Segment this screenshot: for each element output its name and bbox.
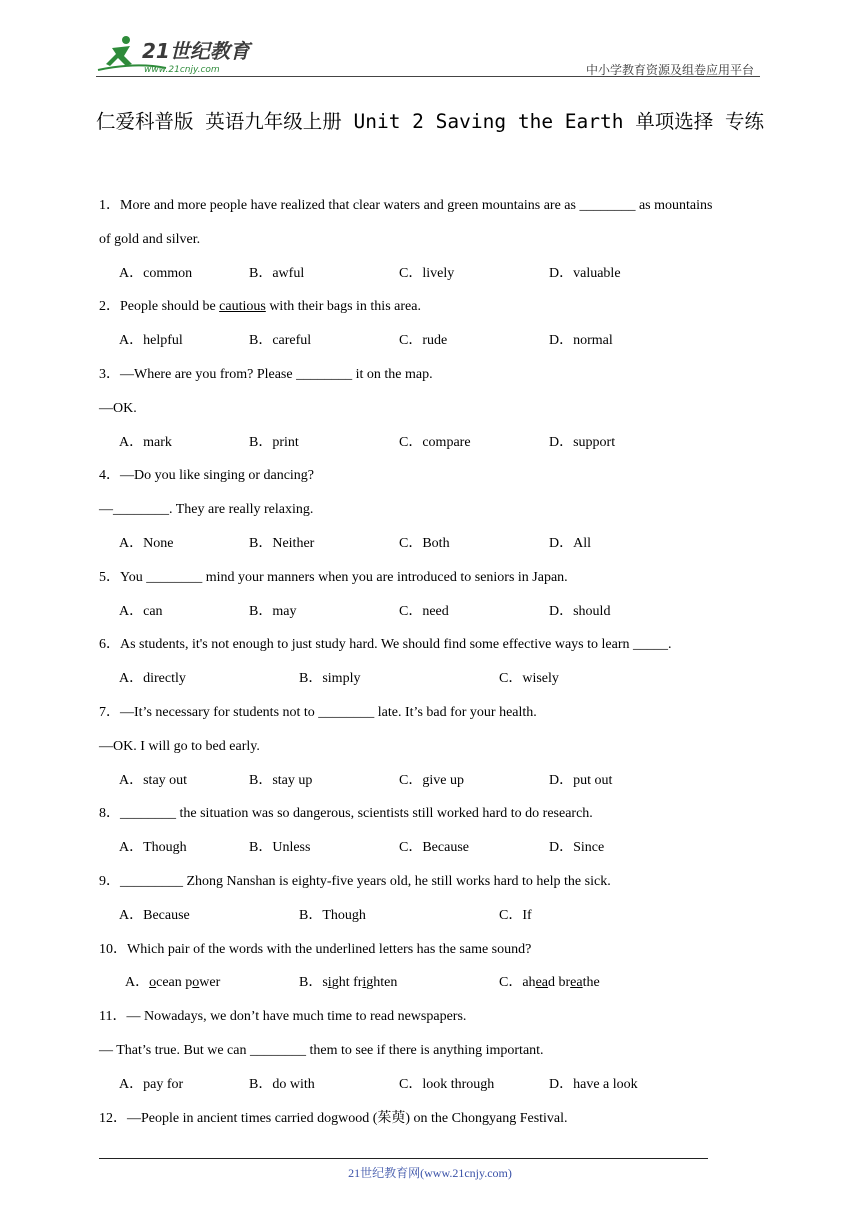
option-text: A． [125, 975, 150, 991]
option-row [99, 662, 763, 696]
option-row [99, 899, 763, 933]
question-text: 8．________ the situation was so dangerous, scientists still worked hard to do research. [99, 806, 593, 822]
answer-option: A．can [119, 603, 163, 619]
option-text: ghten [366, 975, 398, 991]
answer-option: C．lively [399, 265, 455, 281]
question-text: 9．_________ Zhong Nanshan is eighty-five years old, he still works hard to help the sick. [99, 873, 611, 889]
answer-option: C．rude [399, 333, 448, 349]
option-row [99, 966, 763, 1000]
site-logo [96, 34, 266, 76]
option-text: fr [349, 975, 363, 991]
answer-option: D．should [549, 603, 611, 619]
answer-option: B．careful [249, 333, 312, 349]
page-header [96, 34, 760, 78]
answer-option: B．print [249, 434, 299, 450]
answer-option: B．stay up [249, 772, 313, 788]
underlined-letters: ea [570, 975, 583, 991]
option-row [99, 324, 763, 358]
answer-option: B．do with [249, 1076, 315, 1092]
answer-option: D．All [549, 535, 591, 551]
question-item [99, 628, 763, 696]
question-text: of gold and silver. [99, 231, 201, 247]
platform-tagline: 中小学教育资源及组卷应用平台 [585, 63, 754, 77]
answer-option: C．If [499, 907, 532, 923]
question-item [99, 1102, 763, 1136]
option-text: ah [522, 975, 536, 991]
footer-link[interactable]: 21世纪教育网(www.21cnjy.com) [348, 1166, 512, 1180]
answer-option: C．give up [399, 772, 464, 788]
answer-option: C．Both [399, 535, 450, 551]
header-divider [96, 76, 760, 77]
question-item [99, 189, 763, 290]
question-item [99, 1000, 763, 1101]
question-text: 1．More and more people have realized that clear waters and green mountains are as ________ as mountains [99, 198, 713, 213]
option-text: C． [499, 975, 523, 991]
question-text: 3．—Where are you from? Please ________ it on the map. [99, 366, 433, 382]
question-item [99, 797, 763, 865]
question-text: — That’s true. But we can ________ them to see if there is anything important. [99, 1042, 544, 1058]
question-stem-end: with their bags in this area. [265, 299, 421, 315]
answer-option: B．Unless [249, 840, 311, 856]
option-text: br [555, 975, 571, 991]
question-text: —OK. [99, 400, 137, 416]
option-text: s [322, 975, 328, 991]
underlined-letters: i [362, 975, 367, 991]
question-text: 4．—Do you like singing or dancing? [99, 468, 315, 484]
answer-option: D．put out [549, 772, 613, 788]
answer-option: A．common [119, 265, 193, 281]
question-item [99, 865, 763, 933]
answer-option: D．have a look [549, 1076, 638, 1092]
question-text: 5．You ________ mind your manners when you are introduced to seniors in Japan. [99, 569, 568, 585]
option-row [99, 257, 763, 291]
option-row [99, 527, 763, 561]
underlined-letters: i [327, 975, 332, 991]
question-text: 10．Which pair of the words with the underlined letters has the same sound? [99, 941, 532, 957]
underlined-letters: o [149, 975, 157, 991]
page-title: 仁爱科普版 英语九年级上册 Unit 2 Saving the Earth 单项选择 专练 [96, 110, 764, 133]
option-text: d [548, 975, 555, 991]
question-item [99, 696, 763, 797]
question-item [99, 358, 763, 459]
answer-option: A．pay for [119, 1076, 184, 1092]
answer-option [299, 966, 397, 1000]
answer-option [125, 966, 220, 1000]
question-list [99, 189, 763, 1135]
option-row [99, 595, 763, 629]
question-text: —OK. I will go to bed early. [99, 738, 260, 754]
answer-option: A．stay out [119, 772, 188, 788]
option-row [99, 831, 763, 865]
answer-option: B．simply [299, 671, 361, 687]
answer-option: D．valuable [549, 265, 621, 281]
answer-option: C．wisely [499, 671, 559, 687]
option-row [99, 764, 763, 798]
question-stem-start: 2．People should be [99, 299, 220, 315]
question-text [99, 290, 763, 324]
option-text: ght [331, 975, 350, 991]
answer-option: B．Though [299, 907, 366, 923]
answer-option: C．look through [399, 1076, 495, 1092]
answer-option: A．helpful [119, 333, 183, 349]
footer-divider [99, 1158, 708, 1159]
answer-option: D．Since [549, 840, 605, 856]
answer-option: C．need [399, 603, 449, 619]
option-text: cean [156, 975, 182, 991]
option-text: wer [199, 975, 221, 991]
question-item [99, 933, 763, 1001]
option-text: p [181, 975, 193, 991]
underlined-letters: o [192, 975, 200, 991]
answer-option: A．mark [119, 434, 172, 450]
answer-option: A．Because [119, 907, 190, 923]
answer-option: A．None [119, 535, 174, 551]
question-text: —________. They are really relaxing. [99, 502, 314, 518]
option-text: the [582, 975, 600, 991]
question-text: 11．— Nowadays, we don’t have much time to read newspapers. [99, 1009, 467, 1025]
svg-text:21世纪教育: 21世纪教育 [142, 39, 250, 63]
underlined-word: cautious [219, 299, 266, 315]
answer-option: D．normal [549, 333, 613, 349]
answer-option: C．compare [399, 434, 471, 450]
option-text: B． [299, 975, 323, 991]
question-item [99, 459, 763, 560]
answer-option: A．Though [119, 840, 187, 856]
option-row [99, 1068, 763, 1102]
option-row [99, 426, 763, 460]
question-item [99, 290, 763, 358]
answer-option [499, 966, 600, 1000]
underlined-letters: ea [535, 975, 548, 991]
question-text: 7．—It’s necessary for students not to ________ late. It’s bad for your health. [99, 704, 537, 720]
question-text: 12．—People in ancient times carried dogwood (茱萸) on the Chongyang Festival. [99, 1110, 568, 1126]
answer-option: A．directly [119, 671, 186, 687]
svg-text:www.21cnjy.com: www.21cnjy.com [144, 65, 220, 75]
answer-option: B．Neither [249, 535, 315, 551]
question-item [99, 561, 763, 629]
answer-option: B．awful [249, 265, 305, 281]
answer-option: D．support [549, 434, 616, 450]
answer-option: C．Because [399, 840, 469, 856]
answer-option: B．may [249, 603, 297, 619]
question-text: 6．As students, it's not enough to just study hard. We should find some effective ways to learn _____. [99, 637, 672, 653]
